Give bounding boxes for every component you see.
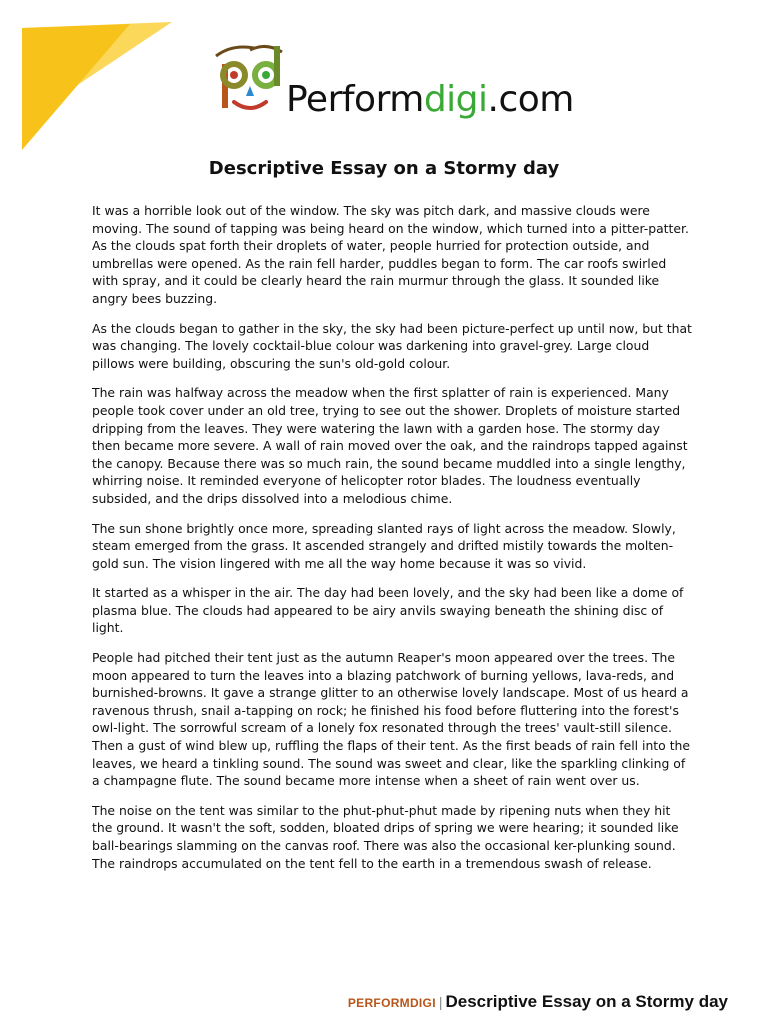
- footer-title: Descriptive Essay on a Stormy day: [445, 992, 728, 1011]
- essay-paragraph: The noise on the tent was similar to the phut-phut-phut made by ripening nuts when they hit the ground. It wasn't the soft, sodden, bloated drips of spring we were hearing; it sounded like ball-bearings slamming on the canvas roof. There was also the occasional ker-plunking sound. The raindrops accumulated on the tent fell to the earth in a tremendous swash of release.: [92, 802, 679, 871]
- essay-paragraph: The sun shone brightly once more, spreading slanted rays of light across the meadow. Slowly, steam emerged from the grass. It ascended strangely and drifted mistily towards the molten-gold sun. The vision lingered with me all the way home because it was so vivid.: [92, 520, 676, 571]
- footer-separator: |: [438, 994, 443, 1010]
- logo-text-main: Perform: [286, 79, 424, 120]
- essay-paragraph: It started as a whisper in the air. The day had been lovely, and the sky had been like a dome of plasma blue. The clouds had appeared to be airy anvils swaying beneath the shining disc of light.: [92, 585, 684, 636]
- essay-paragraph: It was a horrible look out of the window. The sky was pitch dark, and massive clouds were moving. The sound of tapping was being heard on the window, which turned into a pitter-patter. As the clouds spat forth their droplets of water, people hurried for protection outside, and umbrellas were opened. As the rain fell harder, puddles began to form. The car roofs swirled with spray, and it could be clearly heard the rain murmur through the glass. It sounded like angry bees buzzing.: [92, 203, 689, 306]
- corner-decoration: [0, 0, 230, 160]
- logo-text-accent: digi: [423, 79, 488, 120]
- page-footer: [348, 992, 728, 1012]
- essay-paragraph: As the clouds began to gather in the sky, the sky had been picture-perfect up until now, but that was changing. The lovely cocktail-blue colour was darkening into gravel-grey. Large cloud pillows were building, obscuring the sun's old-gold colour.: [92, 320, 692, 371]
- essay-paragraph: People had pitched their tent just as the autumn Reaper's moon appeared over the trees. The moon appeared to turn the leaves into a blazing patchwork of burning yellows, lava-reds, and burnished-browns. It gave a strange glitter to an otherwise lovely landscape. Most of us heard a ravenous thrush, snail a-tapping on rock; he finished his food before fluttering into the forest's owl-light. The sorrowful scream of a lonely fox resonated through the trees' vault-still silence. Then a gust of wind blew up, ruffling the flaps of their tent. As the first beads of rain fell into the leaves, we heard a tinkling sound. The sound was sweet and clear, like the sparkling clinking of a champagne flute. The sound became more intense when a sheet of rain went over us.: [92, 650, 691, 789]
- face-logo-icon: [210, 42, 290, 118]
- essay-paragraph: The rain was halfway across the meadow when the first splatter of rain is experienced. Many people took cover under an old tree, trying to see out the shower. Droplets of moisture started dripping from the leaves. They were watering the lawn with a garden hose. The stormy day then became more severe. A wall of rain moved over the oak, and the raindrops tapped against the canopy. Because there was so much rain, the sound became muddled into a single lengthy, whirring noise. It reminded everyone of helicopter rotor blades. The loudness eventually subsided, and the drips dissolved into a melodious chime.: [92, 385, 688, 506]
- footer-brand: PERFORMDIGI: [347, 996, 436, 1010]
- essay-body: [92, 202, 692, 884]
- logo-text-suffix: .com: [487, 79, 574, 120]
- document-title: Descriptive Essay on a Stormy day: [208, 158, 560, 179]
- logo-wordmark: [286, 79, 574, 120]
